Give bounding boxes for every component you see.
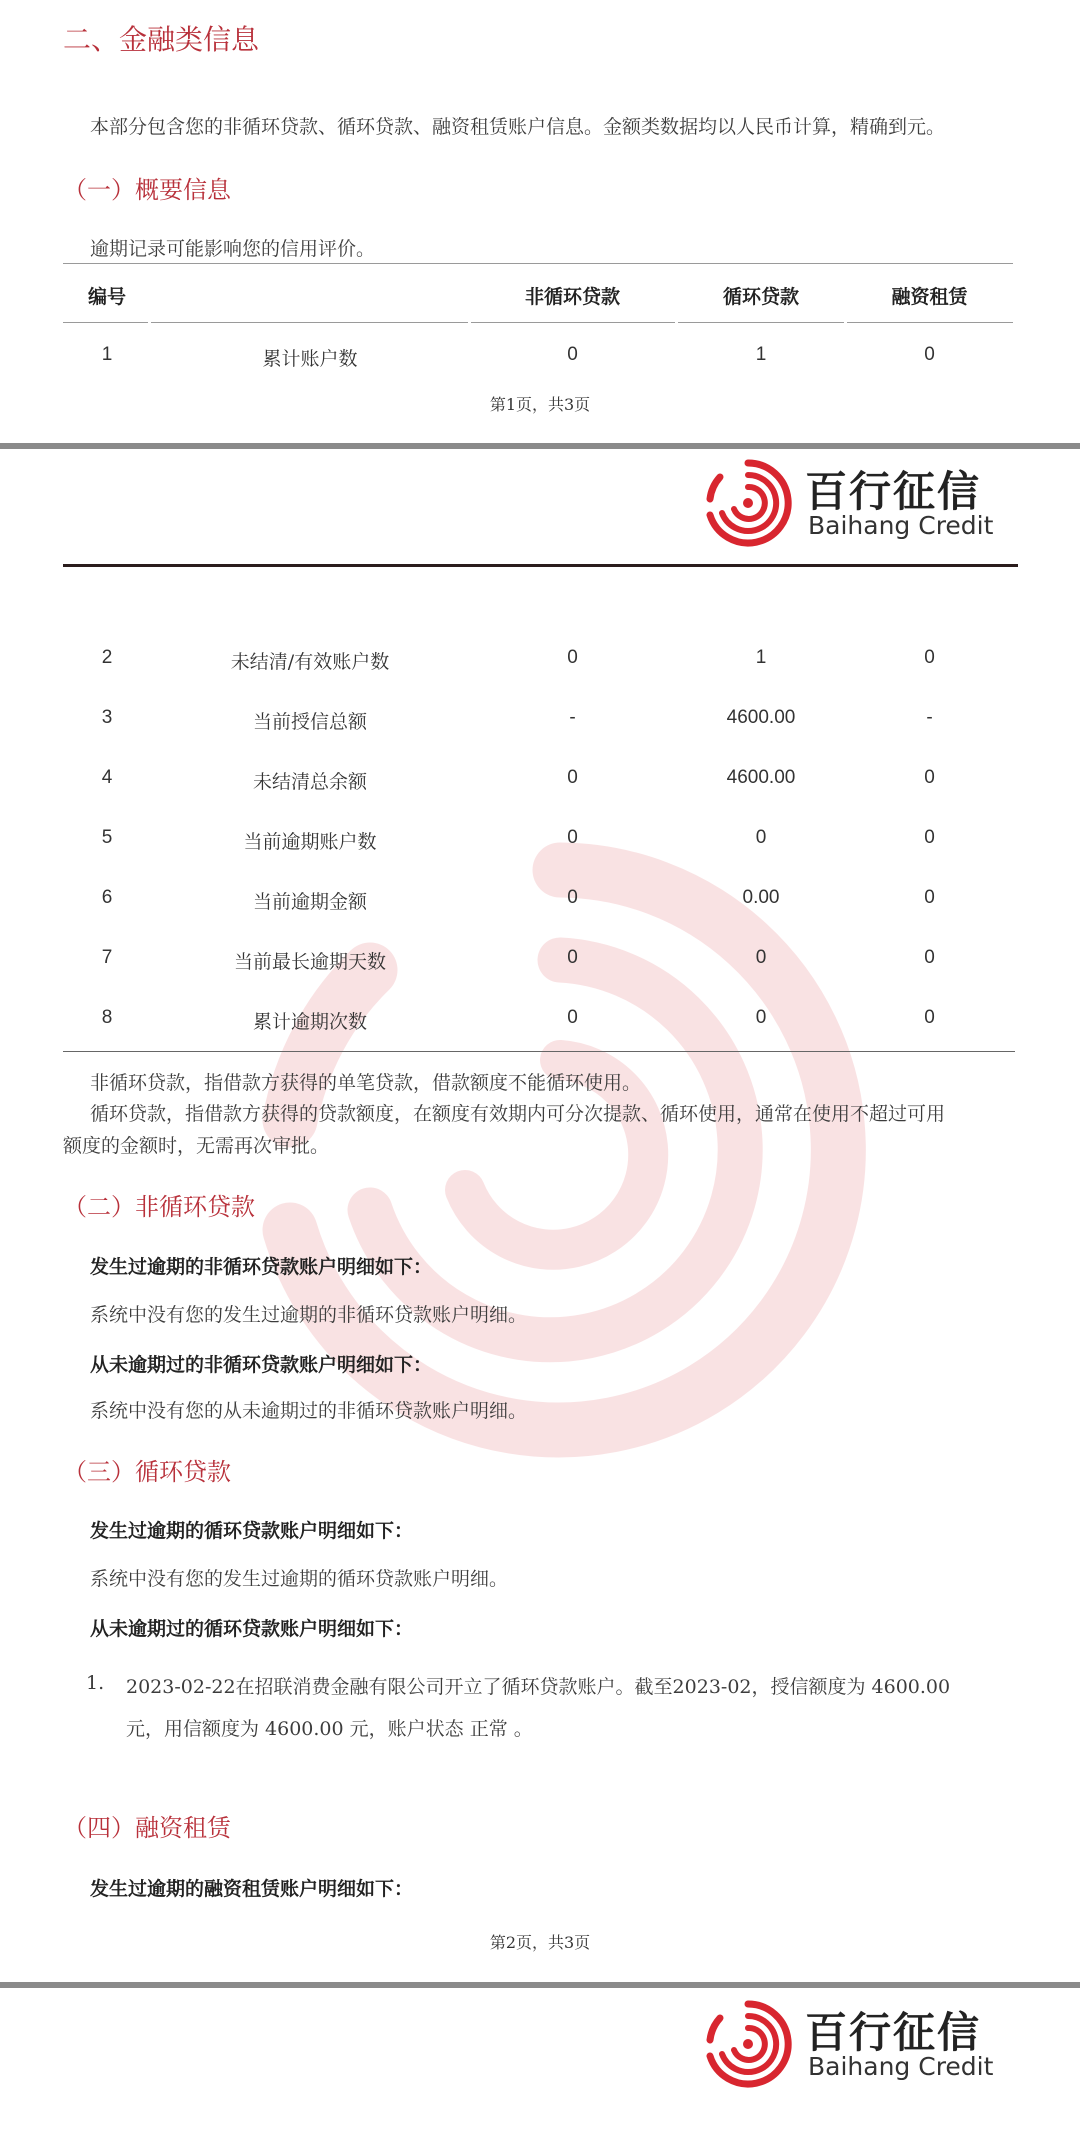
row-number: 6	[101, 887, 113, 908]
lease-overdue-heading: 发生过逾期的融资租赁账户明细如下：	[90, 1878, 414, 1900]
row-label: 未结清总余额	[252, 771, 367, 793]
row-label: 当前逾期金额	[252, 891, 367, 913]
row-label: 未结清/有效账户数	[230, 651, 390, 673]
watermark-spiral-icon	[250, 830, 870, 1490]
table-row	[0, 767, 1080, 807]
baihang-spiral-logo-icon	[700, 455, 796, 551]
row-lease: 0	[924, 647, 935, 668]
row-number: 8	[101, 1007, 113, 1028]
row-lease: 0	[924, 767, 935, 788]
logo-text-en: Baihang Credit	[808, 511, 994, 540]
row-revolving: 0.00	[742, 887, 780, 908]
table-row	[0, 1007, 1080, 1047]
row-lease: 0	[924, 344, 935, 365]
header-rule	[847, 322, 1013, 323]
row-label: 当前最长逾期天数	[233, 951, 386, 973]
row-nonrevolving: 0	[567, 1007, 578, 1028]
definition-nonrevolving: 非循环贷款，指借款方获得的单笔贷款，借款额度不能循环使用。	[90, 1072, 642, 1094]
table-row	[0, 947, 1080, 987]
row-nonrevolving: 0	[567, 827, 578, 848]
overview-table-header	[0, 282, 1080, 322]
page-separator	[0, 443, 1080, 449]
row-label: 当前授信总额	[252, 711, 367, 733]
definition-revolving-line1: 循环贷款，指借款方获得的贷款额度，在额度有效期内可分次提款、循环使用，通常在使用不超过可用	[90, 1103, 946, 1125]
row-lease: 0	[924, 947, 935, 968]
section-title: 二、金融类信息	[63, 23, 260, 56]
lease-title: （四）融资租赁	[63, 1814, 231, 1842]
row-revolving: 0	[755, 947, 767, 968]
overview-title: （一）概要信息	[63, 176, 231, 204]
row-nonrevolving: 0	[567, 947, 578, 968]
row-label: 累计逾期次数	[252, 1011, 367, 1033]
row-label: 累计账户数	[262, 348, 358, 370]
revolving-title: （三）循环贷款	[63, 1458, 231, 1486]
header-number: 编号	[88, 286, 127, 308]
row-revolving: 1	[755, 344, 767, 365]
row-revolving: 4600.00	[726, 767, 796, 788]
row-lease: 0	[924, 887, 935, 908]
header-rule	[63, 322, 148, 323]
row-nonrevolving: 0	[567, 887, 578, 908]
revolving-item-line1: 2023-02-22在招联消费金融有限公司开立了循环贷款账户。截至2023-02，授信额度为 4600.00	[126, 1676, 951, 1698]
nonrevolving-overdue-text: 系统中没有您的发生过逾期的非循环贷款账户明细。	[90, 1304, 528, 1326]
row-lease: 0	[924, 827, 935, 848]
table-row	[0, 827, 1080, 867]
revolving-overdue-heading: 发生过逾期的循环贷款账户明细如下：	[90, 1520, 414, 1542]
table-row	[0, 647, 1080, 687]
row-revolving: 0	[755, 827, 767, 848]
nonrevolving-never-text: 系统中没有您的从未逾期过的非循环贷款账户明细。	[90, 1400, 528, 1422]
row-nonrevolving: 0	[567, 647, 578, 668]
nonrevolving-never-heading: 从未逾期过的非循环贷款账户明细如下：	[90, 1354, 433, 1376]
row-number: 3	[101, 707, 113, 728]
table-row	[0, 344, 1080, 384]
baihang-spiral-logo-icon	[700, 1996, 796, 2092]
row-lease: -	[926, 707, 933, 728]
row-nonrevolving: -	[569, 707, 576, 728]
row-number: 4	[101, 767, 113, 788]
header-rule	[471, 322, 675, 323]
revolving-item-number: 1.	[86, 1672, 105, 1694]
row-nonrevolving: 0	[567, 767, 578, 788]
revolving-never-heading: 从未逾期过的循环贷款账户明细如下：	[90, 1618, 414, 1640]
nonrevolving-title: （二）非循环贷款	[63, 1193, 255, 1221]
page-separator	[0, 1982, 1080, 1988]
row-label: 当前逾期账户数	[243, 831, 377, 853]
header-lease: 融资租赁	[891, 286, 968, 308]
row-number: 7	[101, 947, 113, 968]
overview-note: 逾期记录可能影响您的信用评价。	[90, 238, 376, 260]
nonrevolving-overdue-heading: 发生过逾期的非循环贷款账户明细如下：	[90, 1256, 433, 1278]
row-number: 1	[101, 344, 113, 365]
row-revolving: 0	[755, 1007, 767, 1028]
row-revolving: 4600.00	[726, 707, 796, 728]
header-revolving: 循环贷款	[722, 286, 799, 308]
row-lease: 0	[924, 1007, 935, 1028]
row-number: 2	[101, 647, 113, 668]
intro-text: 本部分包含您的非循环贷款、循环贷款、融资租赁账户信息。金额类数据均以人民币计算，精确到元。	[90, 116, 946, 138]
table-row	[0, 887, 1080, 927]
page-footer: 第2页，共3页	[489, 1933, 591, 1952]
header-rule	[151, 322, 468, 323]
revolving-overdue-text: 系统中没有您的发生过逾期的循环贷款账户明细。	[90, 1568, 509, 1590]
definition-revolving-line2: 额度的金额时，无需再次审批。	[63, 1135, 330, 1157]
revolving-item-line2: 元，用信额度为 4600.00 元，账户状态 正常 。	[126, 1718, 533, 1740]
brand-logo	[700, 455, 1000, 545]
logo-text-en: Baihang Credit	[808, 2052, 994, 2081]
header-rule-dark	[63, 564, 1018, 567]
header-rule	[678, 322, 844, 323]
brand-logo	[700, 1996, 1000, 2086]
logo-text-cn: 百行征信	[805, 2008, 982, 2057]
page-footer: 第1页，共3页	[489, 395, 591, 414]
row-nonrevolving: 0	[567, 344, 578, 365]
header-nonrevolving: 非循环贷款	[524, 286, 620, 308]
row-revolving: 1	[755, 647, 767, 668]
table-bottom-rule	[63, 1051, 1015, 1052]
table-row	[0, 707, 1080, 747]
logo-text-cn: 百行征信	[805, 467, 982, 516]
row-number: 5	[101, 827, 113, 848]
table-top-rule	[63, 263, 1013, 264]
